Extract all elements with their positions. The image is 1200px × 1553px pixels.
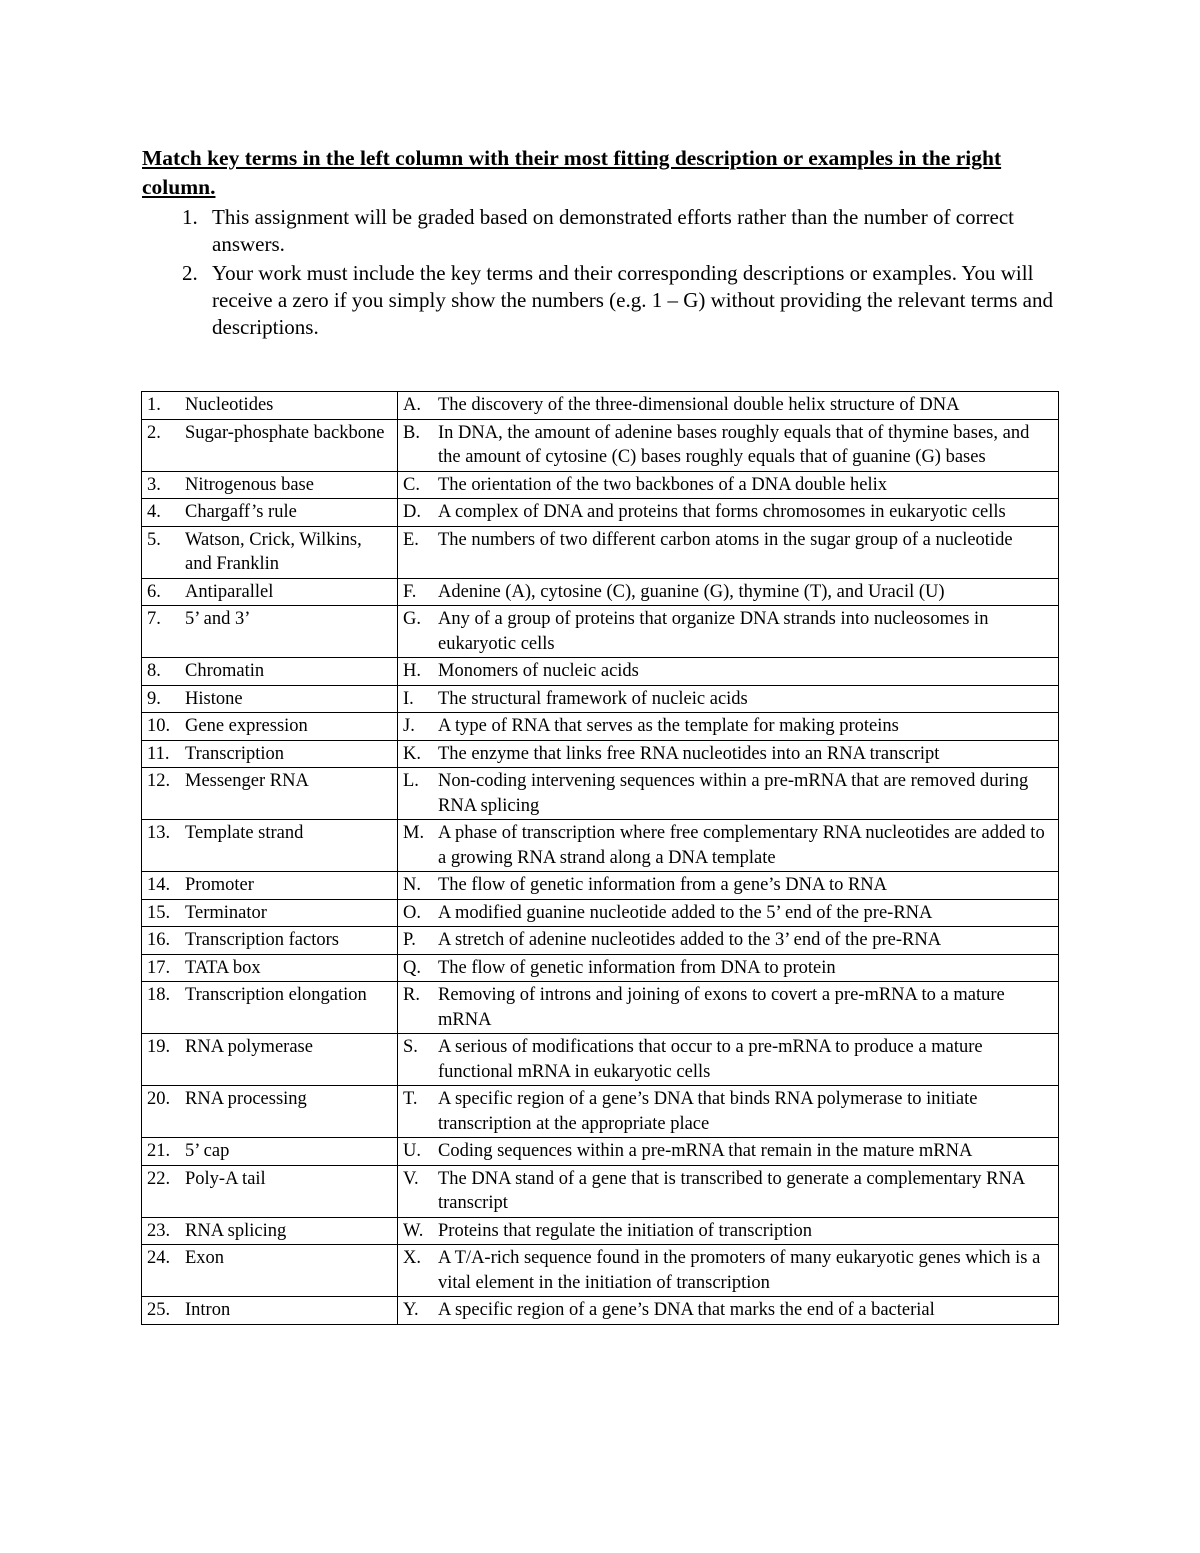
term-text: Watson, Crick, Wilkins, and Franklin: [185, 529, 362, 574]
description-text: The flow of genetic information from a gene’s DNA to RNA: [438, 875, 888, 895]
term-cell: [142, 578, 398, 606]
description-letter: C.: [403, 474, 420, 495]
description-cell: [398, 1138, 1059, 1166]
term-text: Histone: [185, 688, 243, 709]
description-text: A T/A-rich sequence found in the promoters of many eukaryotic genes which is a vital element in the initiation of transcription: [438, 1248, 1041, 1293]
term-text: Exon: [185, 1248, 225, 1268]
term-cell: [142, 768, 398, 820]
term-cell: [142, 1217, 398, 1245]
term-cell: [142, 713, 398, 741]
description-cell: [398, 606, 1059, 658]
description-letter: N.: [403, 875, 421, 895]
term-number: 7.: [147, 609, 161, 629]
description-cell: [398, 1034, 1059, 1086]
term-text: Promoter: [185, 875, 254, 895]
description-cell: [398, 1165, 1059, 1217]
instruction-number: 1.: [182, 205, 198, 229]
description-cell: [398, 419, 1059, 471]
description-letter: X.: [403, 1248, 421, 1268]
instructions-list: [142, 204, 1062, 343]
term-text: RNA splicing: [185, 1220, 287, 1241]
description-cell: [398, 1086, 1059, 1138]
table-row: [142, 820, 1059, 872]
description-cell: [398, 899, 1059, 927]
term-cell: [142, 1034, 398, 1086]
description-text: Monomers of nucleic acids: [438, 661, 639, 681]
term-number: 6.: [147, 581, 161, 602]
description-text: The DNA stand of a gene that is transcribed to generate a complementary RNA transcript: [438, 1168, 1025, 1213]
description-text: Any of a group of proteins that organize DNA strands into nucleosomes in eukaryotic cells: [438, 609, 989, 654]
term-number: 1.: [147, 395, 161, 415]
description-text: The flow of genetic information from DNA to protein: [438, 957, 836, 978]
table-row: [142, 954, 1059, 982]
table-row: [142, 685, 1059, 713]
term-number: 8.: [147, 661, 161, 681]
table-row: [142, 578, 1059, 606]
term-cell: [142, 872, 398, 900]
term-cell: [142, 899, 398, 927]
term-text: Transcription factors: [185, 930, 339, 950]
description-letter: I.: [403, 688, 414, 709]
instruction-number: 2.: [182, 261, 198, 285]
table-row: [142, 1217, 1059, 1245]
description-cell: [398, 578, 1059, 606]
description-cell: [398, 740, 1059, 768]
description-cell: [398, 526, 1059, 578]
term-text: RNA processing: [185, 1089, 307, 1109]
table-row: [142, 899, 1059, 927]
matching-table-body: [142, 392, 1059, 1325]
term-text: Terminator: [185, 902, 267, 923]
description-letter: H.: [403, 661, 421, 681]
table-row: [142, 1086, 1059, 1138]
term-number: 19.: [147, 1037, 171, 1057]
term-text: Intron: [185, 1300, 231, 1320]
page-heading: Match key terms in the left column with their most fitting description or examples in the right column.: [142, 146, 1002, 199]
description-text: A specific region of a gene’s DNA that marks the end of a bacterial: [438, 1300, 935, 1320]
term-cell: [142, 1086, 398, 1138]
term-number: 17.: [147, 957, 171, 978]
description-letter: B.: [403, 422, 420, 443]
description-letter: F.: [403, 581, 417, 602]
description-cell: [398, 768, 1059, 820]
description-cell: [398, 872, 1059, 900]
description-text: Proteins that regulate the initiation of transcription: [438, 1220, 813, 1241]
term-text: Sugar-phosphate backbone: [185, 422, 385, 443]
description-text: Non-coding intervening sequences within a pre-mRNA that are removed during RNA splicing: [438, 771, 1029, 816]
term-cell: [142, 1165, 398, 1217]
term-cell: [142, 685, 398, 713]
description-letter: A.: [403, 395, 421, 415]
term-text: Gene expression: [185, 716, 308, 736]
term-number: 4.: [147, 502, 161, 522]
term-cell: [142, 982, 398, 1034]
description-cell: [398, 1217, 1059, 1245]
term-cell: [142, 1245, 398, 1297]
term-text: Poly-A tail: [185, 1168, 266, 1189]
description-cell: [398, 954, 1059, 982]
term-text: 5’ cap: [185, 1141, 230, 1161]
description-text: A modified guanine nucleotide added to the 5’ end of the pre-RNA: [438, 902, 933, 923]
term-cell: [142, 740, 398, 768]
table-row: [142, 1165, 1059, 1217]
description-cell: [398, 499, 1059, 527]
table-row: [142, 499, 1059, 527]
description-cell: [398, 1297, 1059, 1325]
description-text: A complex of DNA and proteins that forms chromosomes in eukaryotic cells: [438, 502, 1006, 522]
term-number: 22.: [147, 1168, 171, 1189]
table-row: [142, 713, 1059, 741]
term-cell: [142, 499, 398, 527]
description-text: The numbers of two different carbon atoms in the sugar group of a nucleotide: [438, 529, 1013, 550]
term-number: 10.: [147, 716, 171, 736]
term-text: TATA box: [185, 957, 261, 978]
description-letter: R.: [403, 985, 420, 1005]
term-text: Nitrogenous base: [185, 474, 314, 495]
term-text: 5’ and 3’: [185, 609, 251, 629]
table-row: [142, 471, 1059, 499]
table-row: [142, 982, 1059, 1034]
description-text: A stretch of adenine nucleotides added to the 3’ end of the pre-RNA: [438, 930, 942, 950]
instruction-item: [142, 260, 1062, 341]
description-text: In DNA, the amount of adenine bases roughly equals that of thymine bases, and the amount of cytosine (C) bases roughly equals that of guanine (G) bases: [438, 422, 1030, 467]
description-letter: V.: [403, 1168, 419, 1189]
table-row: [142, 392, 1059, 420]
term-number: 16.: [147, 930, 171, 950]
table-row: [142, 1034, 1059, 1086]
table-row: [142, 606, 1059, 658]
term-number: 25.: [147, 1300, 171, 1320]
description-letter: J.: [403, 716, 415, 736]
term-cell: [142, 471, 398, 499]
term-text: Chargaff’s rule: [185, 502, 297, 522]
term-text: Chromatin: [185, 661, 265, 681]
term-text: Transcription: [185, 743, 285, 764]
description-letter: T.: [403, 1089, 418, 1109]
term-text: Antiparallel: [185, 581, 274, 602]
term-number: 23.: [147, 1220, 171, 1241]
table-row: [142, 768, 1059, 820]
description-text: A type of RNA that serves as the template for making proteins: [438, 716, 899, 736]
term-number: 5.: [147, 529, 161, 550]
description-text: A phase of transcription where free complementary RNA nucleotides are added to a growing RNA strand along a DNA template: [438, 823, 1045, 868]
description-text: The orientation of the two backbones of a DNA double helix: [438, 474, 888, 495]
description-letter: D.: [403, 502, 421, 522]
description-letter: L.: [403, 771, 419, 791]
term-number: 24.: [147, 1248, 171, 1268]
description-text: A specific region of a gene’s DNA that binds RNA polymerase to initiate transcription at the appropriate place: [438, 1089, 978, 1134]
table-row: [142, 740, 1059, 768]
description-text: Coding sequences within a pre-mRNA that remain in the mature mRNA: [438, 1141, 973, 1161]
description-letter: K.: [403, 743, 421, 764]
description-letter: Q.: [403, 957, 421, 978]
term-number: 9.: [147, 688, 161, 709]
term-text: Transcription elongation: [185, 985, 367, 1005]
description-letter: W.: [403, 1220, 424, 1241]
description-letter: E.: [403, 529, 419, 550]
description-letter: P.: [403, 930, 416, 950]
description-cell: [398, 471, 1059, 499]
description-cell: [398, 820, 1059, 872]
term-number: 11.: [147, 743, 170, 764]
description-cell: [398, 982, 1059, 1034]
term-text: RNA polymerase: [185, 1037, 313, 1057]
term-text: Messenger RNA: [185, 771, 309, 791]
description-letter: G.: [403, 609, 421, 629]
matching-table: [141, 391, 1059, 1325]
description-letter: M.: [403, 823, 425, 843]
term-cell: [142, 954, 398, 982]
instruction-text: This assignment will be graded based on demonstrated efforts rather than the number of correct answers.: [212, 205, 1015, 256]
description-cell: [398, 1245, 1059, 1297]
description-cell: [398, 392, 1059, 420]
term-number: 13.: [147, 823, 171, 843]
term-text: Nucleotides: [185, 395, 274, 415]
term-cell: [142, 820, 398, 872]
description-text: Removing of introns and joining of exons to covert a pre-mRNA to a mature mRNA: [438, 985, 1005, 1030]
table-row: [142, 658, 1059, 686]
table-row: [142, 872, 1059, 900]
instruction-text: Your work must include the key terms and their corresponding descriptions or examples. You will receive a zero if you simply show the numbers (e.g. 1 – G) without providing the relevant terms and descriptions.: [212, 261, 1053, 339]
description-letter: O.: [403, 902, 421, 923]
term-number: 12.: [147, 771, 171, 791]
description-letter: U.: [403, 1141, 421, 1161]
table-row: [142, 1297, 1059, 1325]
term-number: 21.: [147, 1141, 171, 1161]
table-row: [142, 419, 1059, 471]
description-text: The enzyme that links free RNA nucleotides into an RNA transcript: [438, 743, 940, 764]
term-number: 20.: [147, 1089, 171, 1109]
description-cell: [398, 685, 1059, 713]
term-number: 18.: [147, 985, 171, 1005]
term-number: 2.: [147, 422, 161, 443]
description-letter: S.: [403, 1037, 418, 1057]
description-text: Adenine (A), cytosine (C), guanine (G), thymine (T), and Uracil (U): [438, 581, 945, 602]
term-cell: [142, 1138, 398, 1166]
term-cell: [142, 419, 398, 471]
term-cell: [142, 392, 398, 420]
description-cell: [398, 927, 1059, 955]
term-number: 3.: [147, 474, 161, 495]
description-cell: [398, 713, 1059, 741]
term-cell: [142, 927, 398, 955]
table-row: [142, 1245, 1059, 1297]
term-cell: [142, 1297, 398, 1325]
table-row: [142, 927, 1059, 955]
table-row: [142, 526, 1059, 578]
term-cell: [142, 526, 398, 578]
table-row: [142, 1138, 1059, 1166]
description-text: The structural framework of nucleic acids: [438, 688, 748, 709]
term-number: 14.: [147, 875, 171, 895]
term-number: 15.: [147, 902, 171, 923]
term-cell: [142, 606, 398, 658]
description-cell: [398, 658, 1059, 686]
term-text: Template strand: [185, 823, 304, 843]
instruction-item: [142, 204, 1062, 258]
description-text: The discovery of the three-dimensional double helix structure of DNA: [438, 395, 960, 415]
description-letter: Y.: [403, 1300, 419, 1320]
term-cell: [142, 658, 398, 686]
description-text: A serious of modifications that occur to a pre-mRNA to produce a mature functional mRNA in eukaryotic cells: [438, 1037, 983, 1082]
